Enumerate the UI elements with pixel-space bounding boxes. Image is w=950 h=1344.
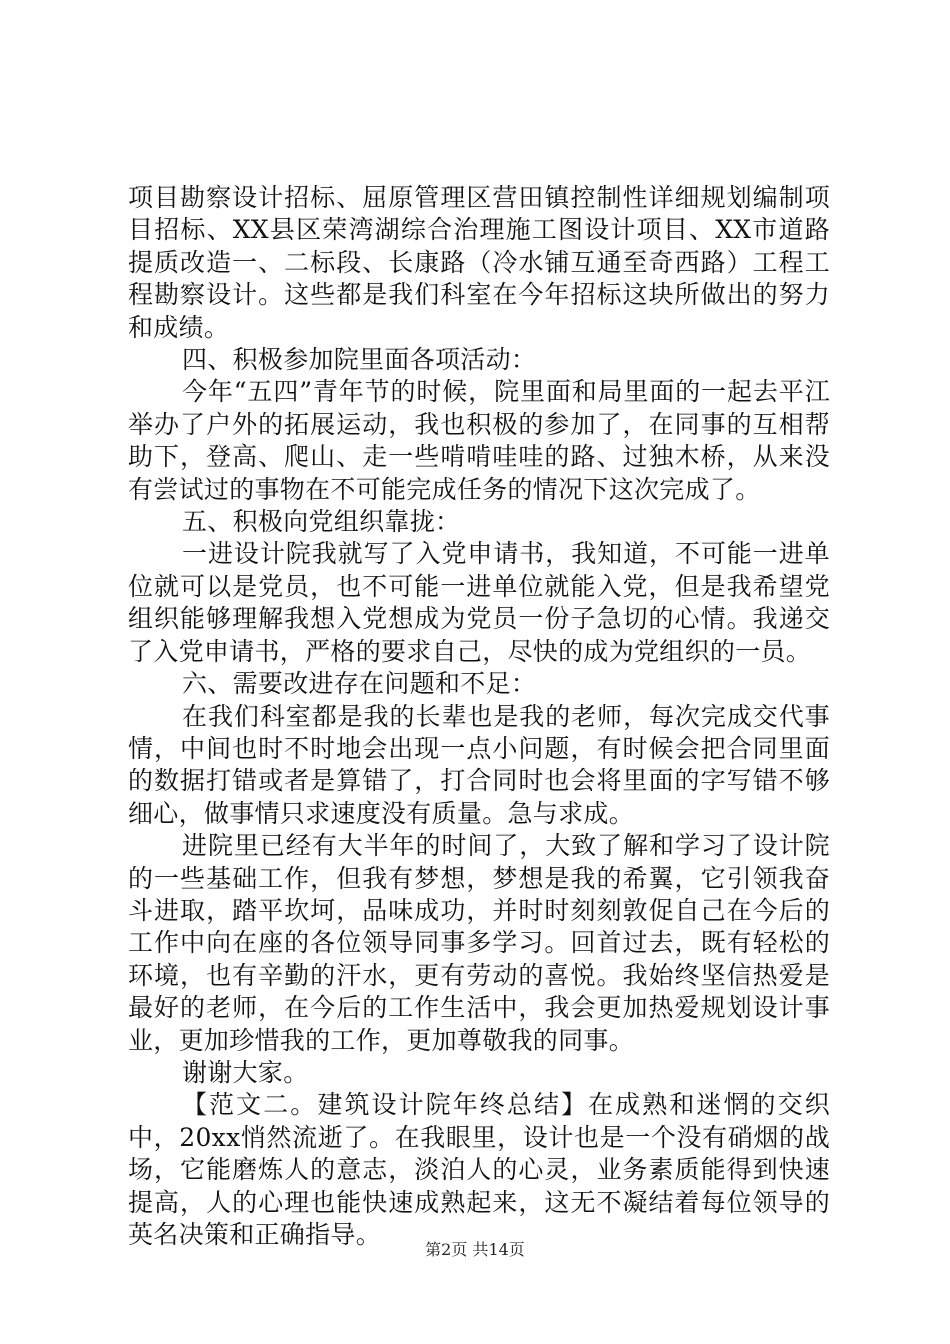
paragraph: 进院里已经有大半年的时间了，大致了解和学习了设计院的一些基础工作，但我有梦想，梦想是我的希翼，它引领我奋斗进取，踏平坎坷，品味成功，并时时刻刻敦促自己在今后的工作中向在座的各位领导同事多学习。回首过去，既有轻松的环境，也有辛勤的汗水，更有劳动的喜悦。我始终坚信热爱是最好的老师，在今后的工作生活中，我会更加热爱规划设计事业，更加珍惜我的工作，更加尊敬我的同事。 (128, 831, 830, 1055)
paragraph: 今年“五四”青年节的时候，院里面和局里面的一起去平江举办了户外的拓展运动，我也积极的参加了，在同事的互相帮助下，登高、爬山、走一些啃啃哇哇的路、过独木桥，从来没有尝试过的事物在不可能完成任务的情况下这次完成了。 (128, 377, 830, 504)
section-heading: 四、积极参加院里面各项活动： (182, 345, 537, 375)
page-footer: 第2页 共14页 (425, 1240, 525, 1259)
paragraph: 一进设计院我就写了入党申请书，我知道，不可能一进单位就可以是党员，也不可能一进单位就能入党，但是我希望党组织能够理解我想入党想成为党员一份子急切的心情。我递交了入党申请书，严格的要求自己，尽快的成为党组织的一员。 (128, 539, 830, 666)
paragraph: 项目勘察设计招标、屈原管理区营田镇控制性详细规划编制项目招标、XX县区荣湾湖综合治理施工图设计项目、XX市道路提质改造一、二标段、长康路（冷水铺互通至奇西路）工程工程勘察设计。这些都是我们科室在今年招标这块所做出的努力和成绩。 (128, 183, 830, 342)
closing-line: 谢谢大家。 (182, 1057, 309, 1087)
section-heading: 六、需要改进存在问题和不足： (182, 669, 537, 699)
paragraph: 【范文二。建筑设计院年终总结】在成熟和迷惘的交织中，20xx悄然流逝了。在我眼里，设计也是一个没有硝烟的战场，它能磨炼人的意志，淡泊人的心灵，业务素质能得到快速提高，人的心理也能快速成熟起来，这无不凝结着每位领导的英名决策和正确指导。 (128, 1090, 830, 1249)
document-body (128, 182, 830, 1251)
paragraph: 在我们科室都是我的长辈也是我的老师，每次完成交代事情，中间也时不时地会出现一点小问题，有时候会把合同里面的数据打错或者是算错了，打合同时也会将里面的字写错不够细心，做事情只求速度没有质量。急与求成。 (128, 701, 830, 828)
section-heading: 五、积极向党组织靠拢： (182, 507, 461, 537)
